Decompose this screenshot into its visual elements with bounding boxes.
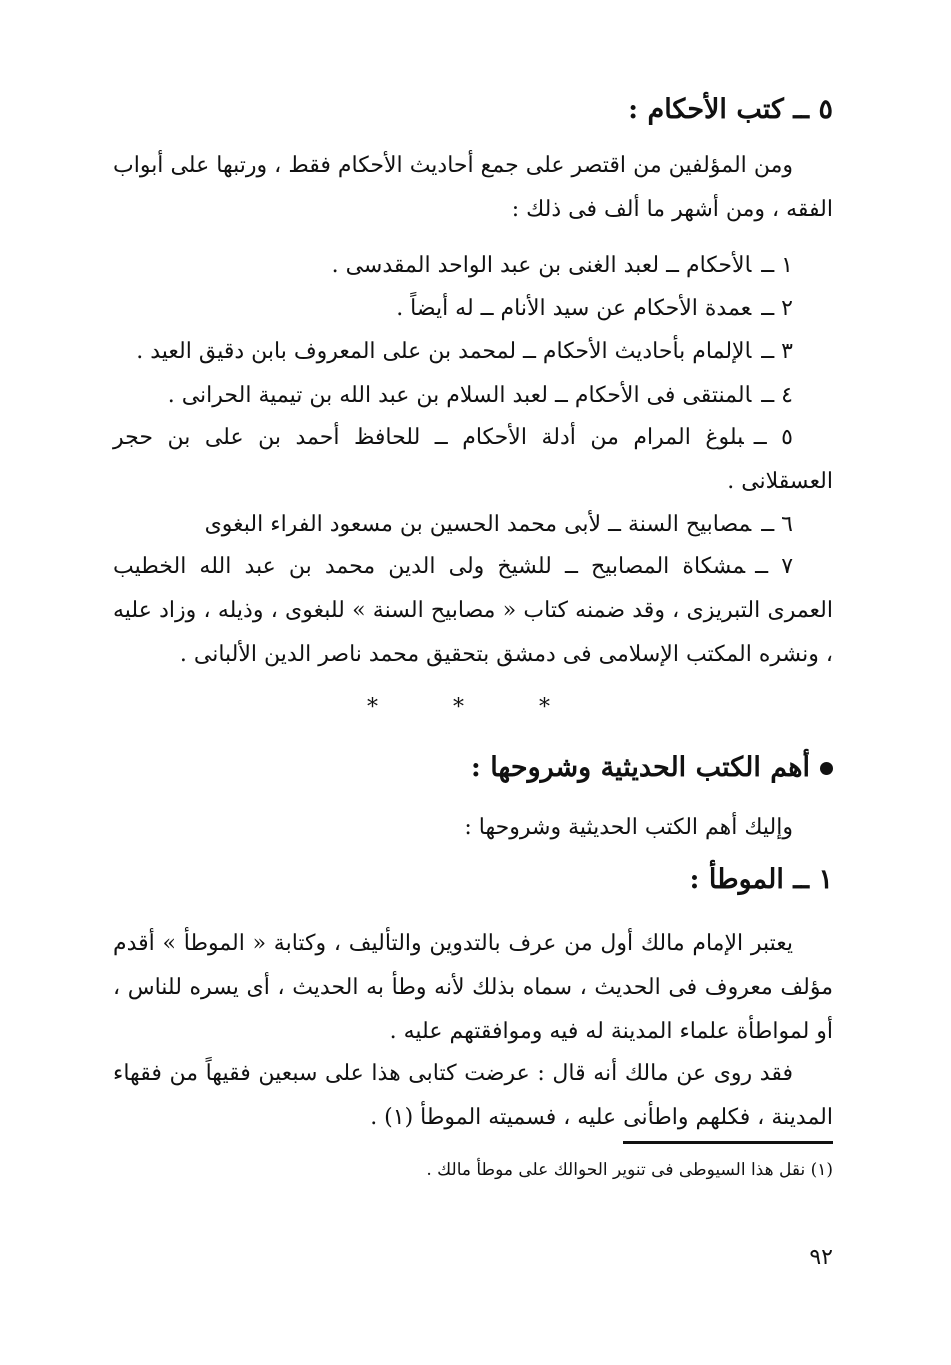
list-item-number: ٢ ــ <box>761 296 793 321</box>
list-item <box>73 374 793 418</box>
muwatta-paragraph-2: فقد روى عن مالك أنه قال : عرضت كتابى هذا على سبعين فقيهاً من فقهاء المدينة ، فكلهم واطأنى عليه ، فسميته الموطأ (١) . <box>113 1061 833 1130</box>
list-item-number: ٤ ــ <box>761 383 793 408</box>
bullet-icon <box>820 762 833 775</box>
list-item-text: مصابيح السنة ــ لأبى محمد الحسين بن مسعود الفراء البغوى <box>204 512 752 537</box>
list-item-number: ٣ ــ <box>761 339 793 364</box>
list-item <box>73 503 793 547</box>
list-item-text: عمدة الأحكام عن سيد الأنام ــ له أيضاً . <box>396 296 752 321</box>
important-books-heading-text: أهم الكتب الحديثية وشروحها : <box>470 752 810 783</box>
section-separator: * * * <box>367 695 584 720</box>
important-books-intro: وإليك أهم الكتب الحديثية وشروحها : <box>464 815 793 840</box>
list-item-text: مشكاة المصابيح ــ للشيخ ولى الدين محمد بن عبد الله الخطيب العمرى التبريزى ، وقد ضمنه كتاب « مصابيح السنة » للبغوى ، وذيله ، وزاد عليه ، ونشره المكتب الإسلامى فى دمشق بتحقيق محمد ناصر الدين الألبانى . <box>113 554 833 667</box>
list-item-text: بلوغ المرام من أدلة الأحكام ــ للحافظ أحمد بن على بن حجر العسقلانى . <box>113 425 833 494</box>
list-item <box>113 416 833 504</box>
footnote-divider <box>623 1141 833 1144</box>
list-item-number: ٦ ــ <box>761 512 793 537</box>
footnote: (١) نقل هذا السيوطى فى تنوير الحوالك على موطأ مالك . <box>426 1160 833 1180</box>
list-item-number: ٥ ــ <box>753 425 793 450</box>
list-item <box>73 244 793 288</box>
list-item <box>73 287 793 331</box>
list-item-text: الأحكام ــ لعبد الغنى بن عبد الواحد المقدسى . <box>331 253 752 278</box>
muwatta-paragraph-1: يعتبر الإمام مالك أول من عرف بالتدوين والتأليف ، وكتابة « الموطأ » أقدم مؤلف معروف فى الحديث ، سماه بذلك لأنه وطأ به الحديث ، أى يسره للناس ، أو لمواطأة علماء المدينة له فيه وموافقتهم عليه . <box>113 931 833 1044</box>
important-books-heading <box>471 752 833 784</box>
list-item-text: الإلمام بأحاديث الأحكام ــ لمحمد بن على المعروف بابن دقيق العيد . <box>136 339 752 364</box>
page-number: ٩٢ <box>809 1245 833 1270</box>
section-intro-paragraph: ومن المؤلفين من اقتصر على جمع أحاديث الأحكام فقط ، ورتبها على أبواب الفقه ، ومن أشهر ما ألف فى ذلك : <box>113 153 833 222</box>
muwatta-heading: ١ ــ الموطأ : <box>689 864 833 895</box>
list-item-text: المنتقى فى الأحكام ــ لعبد السلام بن عبد الله بن تيمية الحرانى . <box>167 383 752 408</box>
list-item-number: ٧ ــ <box>755 554 794 579</box>
list-item-number: ١ ــ <box>761 253 793 278</box>
list-item <box>73 330 793 374</box>
section-heading-ahkam: ٥ ــ كتب الأحكام : <box>628 94 833 125</box>
list-item <box>113 545 833 677</box>
